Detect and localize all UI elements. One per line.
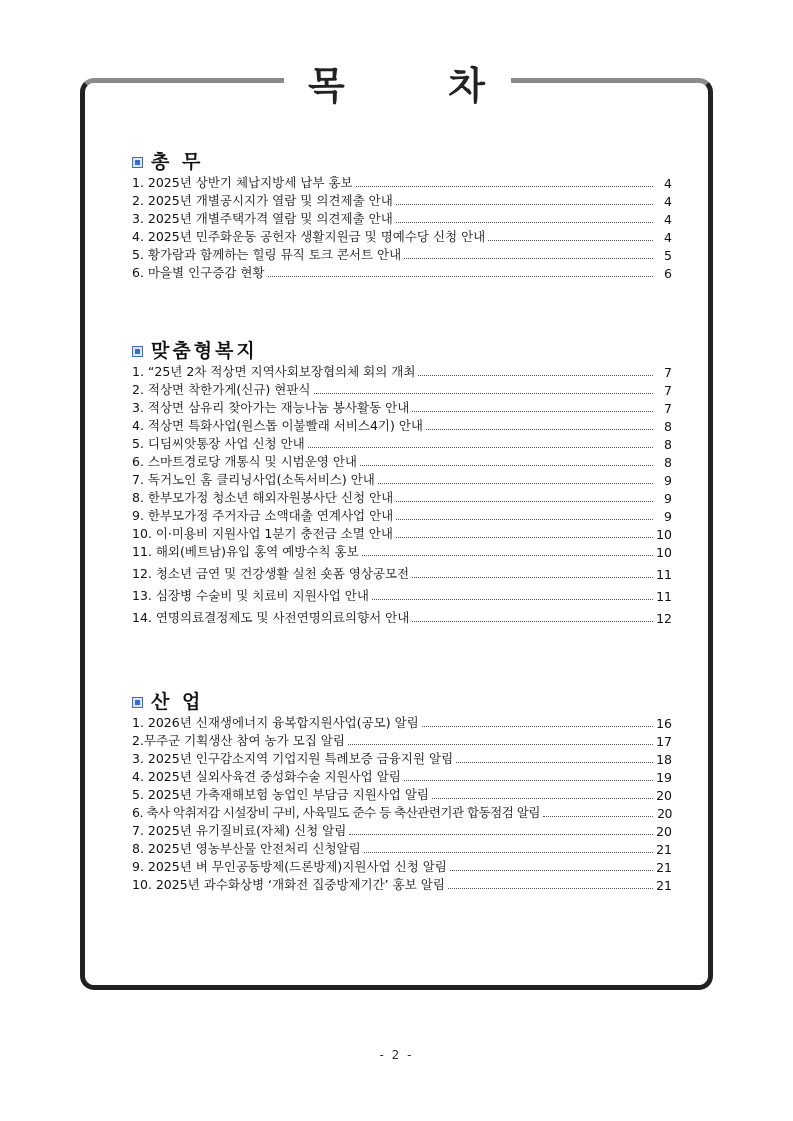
- section-title: 산 업: [151, 690, 204, 713]
- toc-entry[interactable]: 5. 2025년 가축재해보험 농업인 부담금 지원사업 알림 20: [132, 787, 672, 803]
- toc-entry[interactable]: 6. 마을별 인구증감 현황 6: [132, 265, 672, 281]
- toc-entry[interactable]: 13. 심장병 수술비 및 치료비 지원사업 안내 11: [132, 588, 672, 604]
- toc-entry[interactable]: 11. 해외(베트남)유입 홍역 예방수칙 홍보 10: [132, 544, 672, 560]
- toc-entry[interactable]: 8. 2025년 영농부산물 안전처리 신청알림 21: [132, 841, 672, 857]
- toc-entry[interactable]: 3. 2025년 개별주택가격 열람 및 의견제출 안내 4: [132, 211, 672, 227]
- section-general-affairs: [132, 147, 672, 281]
- section-welfare: [132, 336, 672, 626]
- toc-entry[interactable]: 4. 2025년 실외사육견 중성화수술 지원사업 알림 19: [132, 769, 672, 785]
- section-industry: [132, 687, 672, 893]
- toc-entry[interactable]: 2. 2025년 개별공시지가 열람 및 의견제출 안내 4: [132, 193, 672, 209]
- page-title: [284, 60, 511, 108]
- toc-entry[interactable]: 9. 2025년 벼 무인공동방제(드론방제)지원사업 신청 알림 21: [132, 859, 672, 875]
- section-header: [132, 336, 672, 362]
- toc-entry[interactable]: 4. 2025년 민주화운동 공헌자 생활지원금 및 명예수당 신청 안내 4: [132, 229, 672, 245]
- toc-entry[interactable]: 8. 한부모가정 청소년 해외자원봉사단 신청 안내 9: [132, 490, 672, 506]
- bullet-square-icon: [132, 157, 143, 168]
- toc-entry[interactable]: 5. 황가람과 함께하는 힐링 뮤직 토크 콘서트 안내 5: [132, 247, 672, 263]
- page-number: - 2 -: [379, 1048, 414, 1062]
- title-char-2: 차: [448, 63, 487, 108]
- toc-entry[interactable]: 7. 독거노인 홈 클리닝사업(소독서비스) 안내 9: [132, 472, 672, 488]
- bullet-square-icon: [132, 346, 143, 357]
- toc-entry[interactable]: 7. 2025년 유기질비료(자체) 신청 알림 20: [132, 823, 672, 839]
- section-header: [132, 687, 672, 713]
- toc-entry[interactable]: 3. 적상면 삼유리 찾아가는 재능나눔 봉사활동 안내 7: [132, 400, 672, 416]
- toc-entry[interactable]: 3. 2025년 인구감소지역 기업지원 특례보증 금융지원 알림 18: [132, 751, 672, 767]
- toc-entry[interactable]: 6. 스마트경로당 개통식 및 시범운영 안내 8: [132, 454, 672, 470]
- toc-entry[interactable]: 2.무주군 기획생산 참여 농가 모집 알림 17: [132, 733, 672, 749]
- toc-entry[interactable]: 10. 이·미용비 지원사업 1분기 충전금 소멸 안내 10: [132, 526, 672, 542]
- section-header: [132, 147, 672, 173]
- toc-entry[interactable]: 4. 적상면 특화사업(원스톱 이불빨래 서비스4기) 안내 8: [132, 418, 672, 434]
- title-char-1: 목: [308, 63, 347, 108]
- toc-entry[interactable]: 1. 2025년 상반기 체납지방세 납부 홍보 4: [132, 175, 672, 191]
- toc-entry[interactable]: 9. 한부모가정 주거자금 소액대출 연계사업 안내 9: [132, 508, 672, 524]
- toc-entry[interactable]: 1. 2026년 신재생에너지 융복합지원사업(공모) 알림 16: [132, 715, 672, 731]
- bullet-square-icon: [132, 697, 143, 708]
- toc-entry[interactable]: 10. 2025년 과수화상병 ‘개화전 집중방제기간’ 홍보 알림 21: [132, 877, 672, 893]
- section-title: 총 무: [151, 150, 204, 173]
- section-title: 맞춤형복지: [151, 339, 258, 362]
- toc-entry[interactable]: 2. 적상면 착한가게(신규) 현판식 7: [132, 382, 672, 398]
- toc-entry[interactable]: 1. “25년 2차 적상면 지역사회보장협의체 회의 개최 7: [132, 364, 672, 380]
- toc-entry[interactable]: 14. 연명의료결정제도 및 사전연명의료의향서 안내 12: [132, 610, 672, 626]
- toc-entry[interactable]: 5. 디딤씨앗통장 사업 신청 안내 8: [132, 436, 672, 452]
- toc-entry[interactable]: 6. 축사 악취저감 시설장비 구비, 사육밀도 준수 등 축산관련기관 합동점검 알림 20: [132, 805, 672, 821]
- toc-entry[interactable]: 12. 청소년 금연 및 건강생활 실천 숏폼 영상공모전 11: [132, 566, 672, 582]
